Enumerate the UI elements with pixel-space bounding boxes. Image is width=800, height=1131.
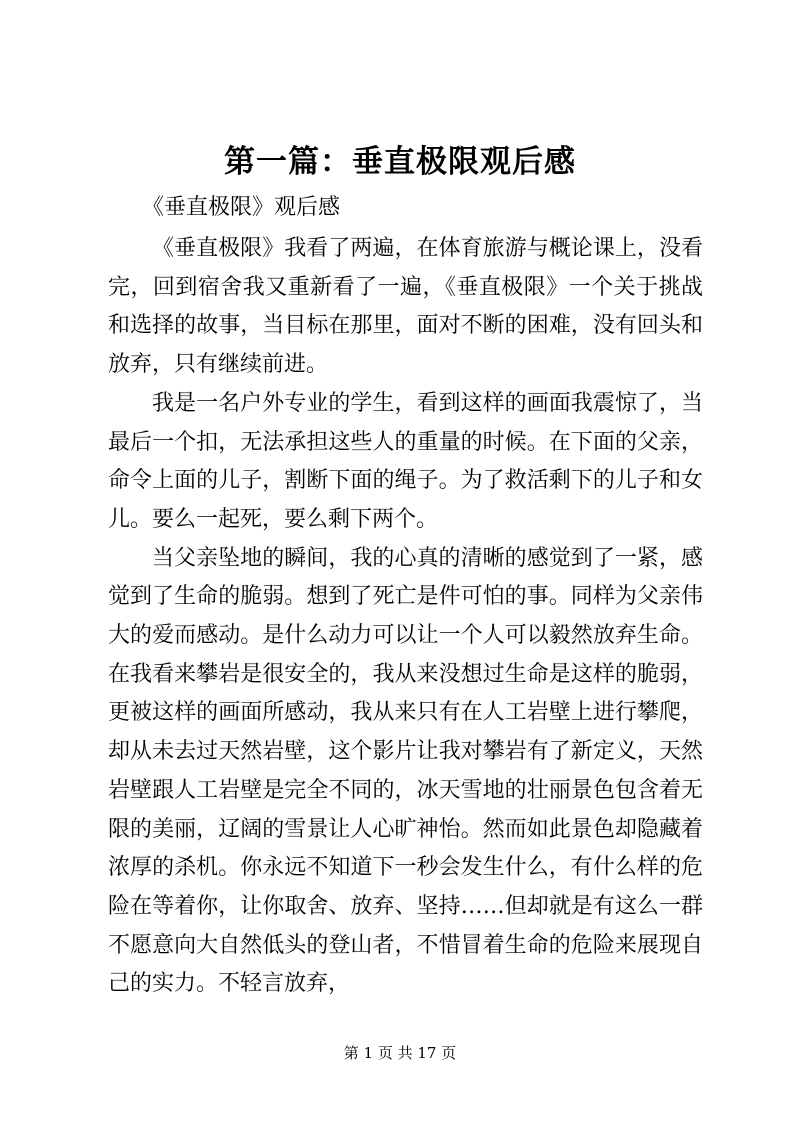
paragraph-1: 《垂直极限》我看了两遍，在体育旅游与概论课上，没看完，回到宿舍我又重新看了一遍，《垂直极限》一个关于挑战和选择的故事，当目标在那里，面对不断的困难，没有回头和放弃，只有继续前进。 bbox=[108, 236, 703, 378]
document-title: 第一篇：垂直极限观后感 bbox=[224, 144, 576, 180]
paragraph-3: 当父亲坠地的瞬间，我的心真的清晰的感觉到了一紧，感觉到了生命的脆弱。想到了死亡是件可怕的事。同样为父亲伟大的爱而感动。是什么动力可以让一个人可以毅然放弃生命。在我看来攀岩是很安全的，我从来没想过生命是这样的脆弱，更被这样的画面所感动，我从来只有在人工岩壁上进行攀爬，却从未去过天然岩壁，这个影片让我对攀岩有了新定义，天然岩壁跟人工岩壁是完全不同的，冰天雪地的壮丽景色包含着无限的美丽，辽阔的雪景让人心旷神怡。然而如此景色却隐藏着浓厚的杀机。你永远不知道下一秒会发生什么，有什么样的危险在等着你，让你取舍、放弃、坚持……但却就是有这么一群不愿意向大自然低头的登山者，不惜冒着生命的危险来展现自己的实力。不轻言放弃， bbox=[108, 545, 703, 997]
paragraph-2: 我是一名户外专业的学生，看到这样的画面我震惊了，当最后一个扣，无法承担这些人的重量的时候。在下面的父亲，命令上面的儿子，割断下面的绳子。为了救活剩下的儿子和女儿。要么一起死，要么剩下两个。 bbox=[108, 390, 703, 532]
document-body bbox=[108, 188, 703, 1004]
page-footer: 第 1 页 共 17 页 bbox=[343, 1044, 457, 1062]
document-subtitle: 《垂直极限》观后感 bbox=[142, 195, 341, 220]
